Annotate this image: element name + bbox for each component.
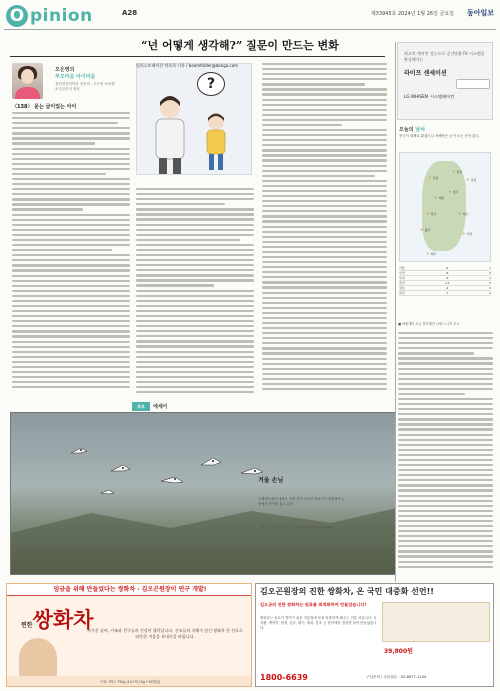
child-figure-icon xyxy=(201,112,231,172)
table-row: 대전 -7 2 xyxy=(399,291,491,295)
spokesperson-photo xyxy=(19,638,57,678)
column-divider xyxy=(395,42,396,582)
ad-contact: 구입문의 / 주문접수 · 02-6677-1144 xyxy=(366,675,427,679)
headline-divider xyxy=(10,56,385,57)
ad-subheadline: 김오곤의 진한 쌍화차는 원료를 최적화하여 만들었습니다! xyxy=(260,602,367,607)
opinion-logo-icon: O xyxy=(6,5,28,27)
photo-essay-text: 시베리아에서 내려온 겨울 진객 두루미 몇마리가 철원평야 논밭에서 먹이를 찾고 있다. xyxy=(258,497,345,506)
map-city: ☀ 춘천 xyxy=(452,169,462,174)
ad-brand: LG WHISEN 시스템에어컨 xyxy=(404,94,455,99)
photo-essay-title: 겨울 손님 xyxy=(258,477,284,484)
map-city: ☀ 전주 xyxy=(426,211,436,216)
weather-column-body xyxy=(398,332,493,577)
page-header xyxy=(4,0,496,30)
article-body-col3 xyxy=(262,63,387,398)
table-row: 서울 -9 1 xyxy=(399,266,491,270)
article-body-col2 xyxy=(136,188,254,398)
weather-map xyxy=(399,152,491,262)
map-city: ☀ 부산 xyxy=(462,231,472,236)
ad-footer: 구성: 1박스 750g (14스틱 15g * 50개입) xyxy=(7,676,252,687)
ssanghwa-tea-ad-right[interactable] xyxy=(255,583,494,687)
article-illustration xyxy=(136,63,252,175)
ad-product-name: 찐한쌍화차 xyxy=(21,607,94,632)
author-affiliation: 정신건강의학과 전문의 · 오은영 소아청소년클리닉 원장 xyxy=(55,82,115,91)
map-city: ☀ 대전 xyxy=(434,195,444,200)
table-row: 인천 -8 0 xyxy=(399,271,491,275)
weather-box xyxy=(397,124,493,309)
map-city: ☀ 대구 xyxy=(458,211,468,216)
map-city: ☀ 강릉 xyxy=(466,177,476,182)
weather-column-title: ■ 바람개비 조금 풍부해진 나랑 느니까 후크 xyxy=(398,322,460,326)
section-title: pinion xyxy=(30,6,93,26)
ad-line-1: 최고의 에어컨 성능으로 공간맞춤 Fit 시스템을 완성해가는 xyxy=(404,51,485,62)
lg-whisen-ad xyxy=(397,42,493,120)
map-city: ☀ 서울 xyxy=(428,175,438,180)
map-city: ☀ 제주 xyxy=(426,251,436,256)
air-conditioner-icon xyxy=(456,79,490,89)
page-number: A28 xyxy=(122,9,138,17)
question-bubble-icon: ? xyxy=(197,72,225,96)
parent-figure-icon xyxy=(147,94,193,174)
ad-headline: 김오곤원장의 진한 쌍화차, 온 국민 대중화 선언!! xyxy=(260,587,434,596)
table-row: 강릉 -4 4 xyxy=(399,286,491,290)
table-row: 춘천 -13 0 xyxy=(399,281,491,285)
photo-essay-label: 에세이 xyxy=(153,404,168,410)
cranes-in-flight-icon xyxy=(11,413,396,575)
newspaper-brand: 동아일보 xyxy=(466,8,494,17)
ad-copy: 차가운 날씨, 가족과 친구들의 건강이 생각납니다. 선조들의 지혜가 담긴 쌍화차 한 잔으로 따뜻한 겨울을 보내시길 바랍니다. xyxy=(87,628,243,639)
ad-banner: 임금을 위해 만들었다는 쌍화차 · 김오곤원장이 연구 개발! xyxy=(7,584,252,596)
map-city: ☀ 청주 xyxy=(448,189,458,194)
photo-essay-tag: 포토 xyxy=(132,402,150,411)
article-body-col1 xyxy=(12,112,130,397)
photo-essay-image xyxy=(10,412,396,575)
column-name: 부모마음 아이마음 xyxy=(55,74,96,80)
temperature-table xyxy=(399,266,491,296)
issue-date: 제33945호 2024년 1월 26일 금요일 xyxy=(370,11,454,17)
illustration-caption: 일러스트레이션 박초희 기자 / beomfolder@donga.com xyxy=(136,63,239,68)
table-row: 수원 -9 1 xyxy=(399,276,491,280)
ad-body: 쌍화차는 피로가 쌓이기 쉬운 겨울철에 몸을 따뜻하게 해주는 전통 차입니다. 숙지황, 백작약, 당귀, 천궁, 황기, 계피, 감초 등 한약재를 정성껏 달여 만들었습니다. xyxy=(260,616,377,630)
order-phone[interactable]: 1800-6639 xyxy=(260,673,308,682)
article-subhead: 〈138〉 묻는 글이었는 아이 xyxy=(12,104,77,110)
photographer-credit: 스케치 · 사진부 전영한 기자 scoopjyh@donga.com xyxy=(258,525,334,529)
product-image xyxy=(382,602,490,642)
article-headline: “넌 어떻게 생각해?” 질문이 만드는 변화 xyxy=(141,39,339,52)
ad-line-2: 라이프 센세이션 xyxy=(404,70,447,77)
author-name: 오은영의 xyxy=(55,67,75,73)
ssanghwa-tea-ad-left[interactable] xyxy=(6,583,252,687)
map-city: ☀ 광주 xyxy=(420,227,430,232)
weather-summary: 전국이 대체로 맑겠으나 서해안은 눈이 오는 곳이 있다. xyxy=(399,134,480,138)
ad-price: 39,800원 xyxy=(384,648,413,655)
weather-heading: 오늘의 날씨 xyxy=(399,127,425,133)
author-photo xyxy=(12,63,43,99)
